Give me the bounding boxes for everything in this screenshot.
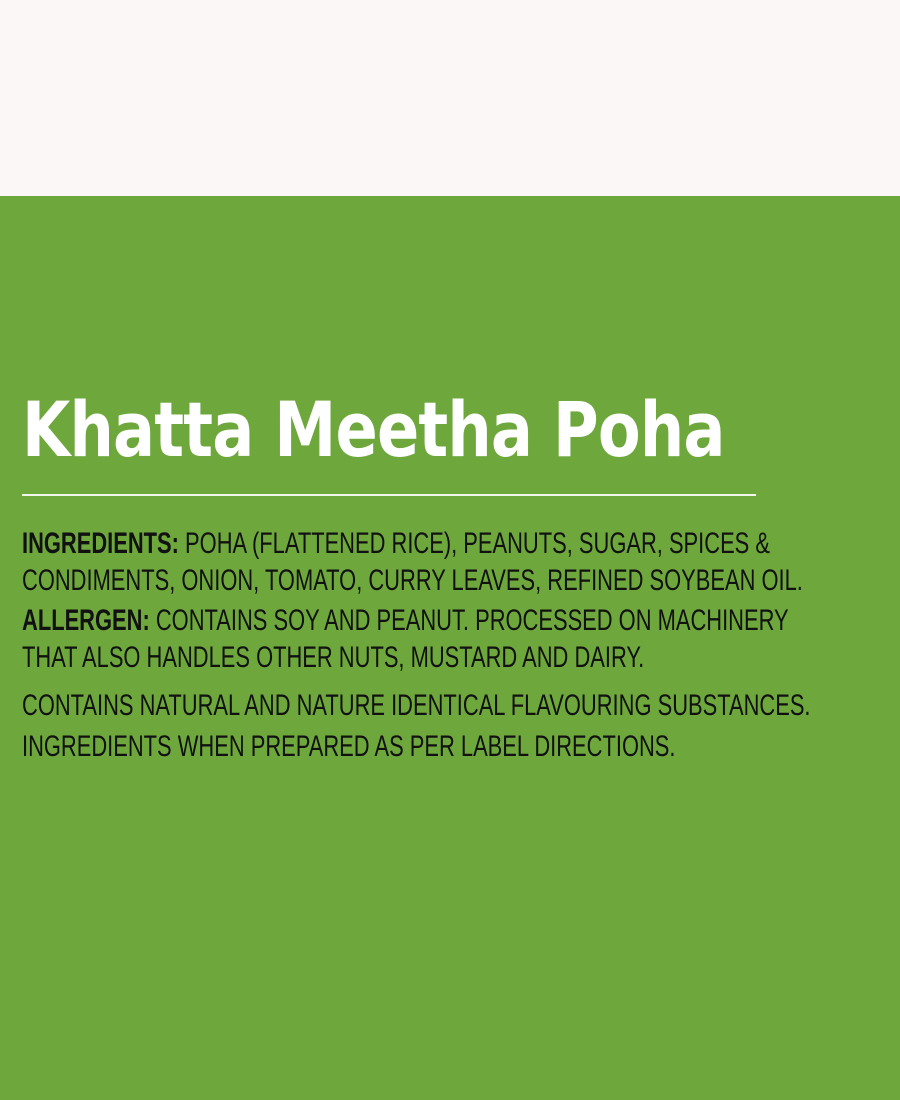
title-underline [22,494,756,496]
allergen-line-2 [22,643,644,673]
allergen-line-1 [22,606,789,636]
ingredients-line-1 [22,529,770,559]
flavouring-note [22,691,811,721]
ingredients-line-2 [22,566,803,596]
allergen-text-1: CONTAINS SOY AND PEANUT. PROCESSED ON MACHINERY [155,604,789,637]
ingredients-text-1: POHA (FLATTENED RICE), PEANUTS, SUGAR, SPICES & [185,527,770,560]
ingredients-label: INGREDIENTS: [22,527,179,560]
ingredients-text-2: CONDIMENTS, ONION, TOMATO, CURRY LEAVES, REFINED SOYBEAN OIL. [22,564,803,597]
preparation-note-text: INGREDIENTS WHEN PREPARED AS PER LABEL DIRECTIONS. [22,730,676,763]
allergen-label: ALLERGEN: [22,604,150,637]
flavouring-note-text: CONTAINS NATURAL AND NATURE IDENTICAL FLAVOURING SUBSTANCES. [22,689,811,722]
preparation-note [22,732,675,762]
top-band [0,0,900,196]
allergen-text-2: THAT ALSO HANDLES OTHER NUTS, MUSTARD AND DAIRY. [22,641,645,674]
product-title: Khatta Meetha Poha [22,385,725,474]
